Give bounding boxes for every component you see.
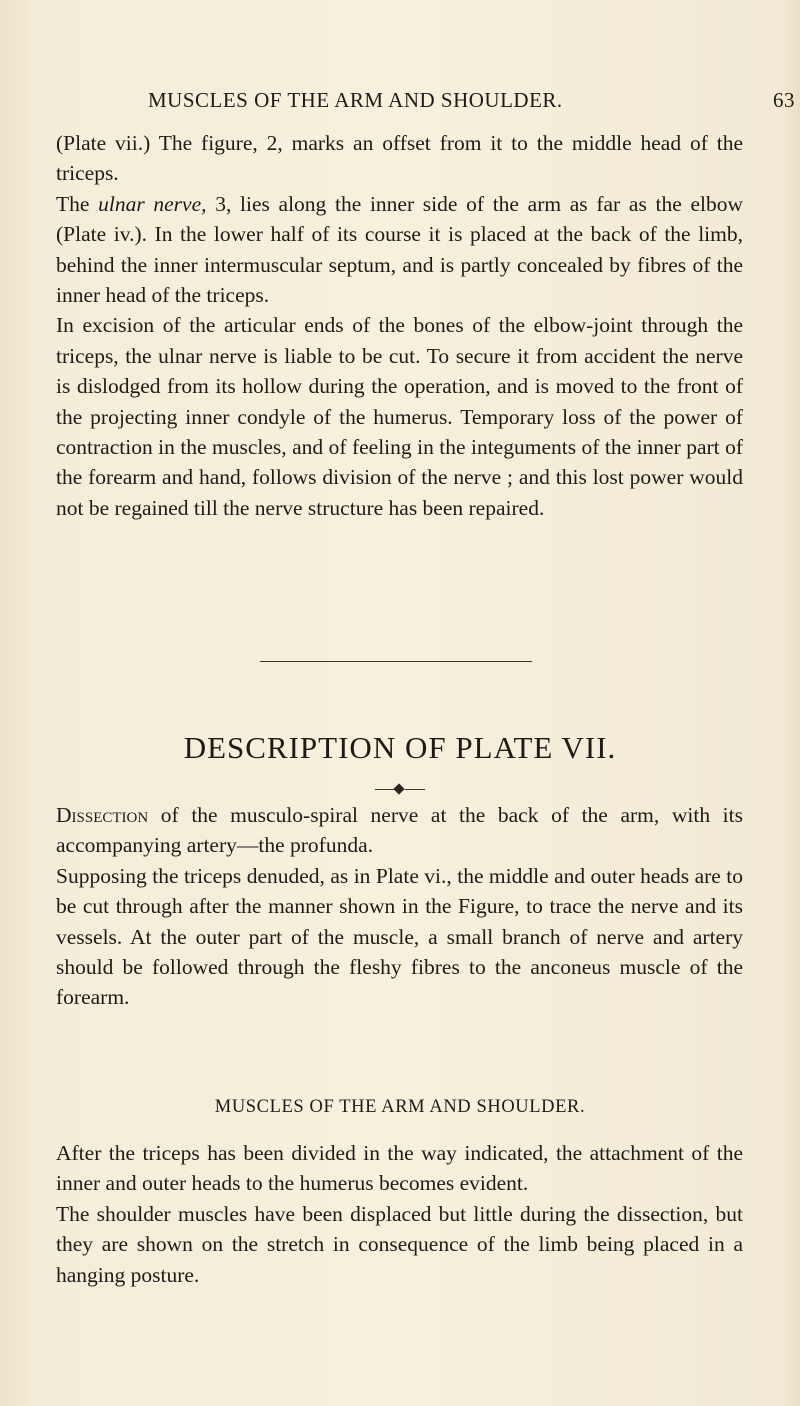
paragraph: (Plate vii.) The figure, 2, marks an offset from it to the middle head of the triceps. [56, 131, 743, 186]
paragraph: The shoulder muscles have been displaced but little during the dissection, but they are shown on the stretch in consequence of the limb being placed in a hanging posture. [56, 1201, 743, 1287]
running-head-title: MUSCLES OF THE ARM AND SHOULDER. [148, 88, 563, 112]
running-head [0, 88, 800, 118]
paragraph [56, 800, 743, 861]
paragraph: In excision of the articular ends of the bones of the elbow-joint through the triceps, the ulnar nerve is liable to be cut. To secure it from accident the nerve is dislodged from its hollow during the operation, and is moved to the front of the projecting inner condyle of the humerus. Temporary loss of the power of contraction in the muscles, and of feeling in the integuments of the inner part of the forearm and hand, follows division of the nerve ; and this lost power would not be regained till the nerve structure has been repaired. [56, 313, 743, 520]
small-caps-lead: Dissection [56, 803, 149, 827]
page-number: 63 [773, 88, 795, 112]
section-divider [260, 661, 532, 662]
plate-heading: DESCRIPTION OF PLATE VII. [183, 730, 617, 765]
shoulder-muscles-section [56, 1138, 743, 1290]
diamond-ornament-icon [393, 783, 404, 794]
ornament-divider [375, 784, 425, 796]
section-heading: MUSCLES OF THE ARM AND SHOULDER. [214, 1097, 586, 1117]
paragraph-text: of the musculo-spiral nerve at the back of the arm, with its accompanying artery—the profunda. [56, 803, 743, 858]
paragraph: After the triceps has been divided in the way indicated, the attachment of the inner and outer heads to the humerus becomes evident. [56, 1141, 743, 1196]
italic-term: ulnar nerve, [98, 191, 207, 216]
plate-description [56, 800, 743, 1013]
paragraph-lead: The [56, 191, 99, 216]
ornament-line-right [405, 789, 425, 790]
ornament-line-left [375, 789, 395, 790]
ulnar-nerve-section [56, 128, 743, 523]
paragraph [56, 189, 743, 311]
paragraph: Supposing the triceps denuded, as in Plate vi., the middle and outer heads are to be cut through after the manner shown in the Figure, to trace the nerve and its vessels. At the outer part of the muscle, a small branch of nerve and artery should be followed through the fleshy fibres to the anconeus muscle of the forearm. [56, 863, 743, 1010]
paragraph-text: 3, lies along the inner side of the arm as far as the elbow (Plate iv.). In the lower half of its course it is placed at the back of the limb, behind the inner intermuscular septum, and is partly concealed by fibres of the inner head of the triceps. [56, 191, 743, 308]
